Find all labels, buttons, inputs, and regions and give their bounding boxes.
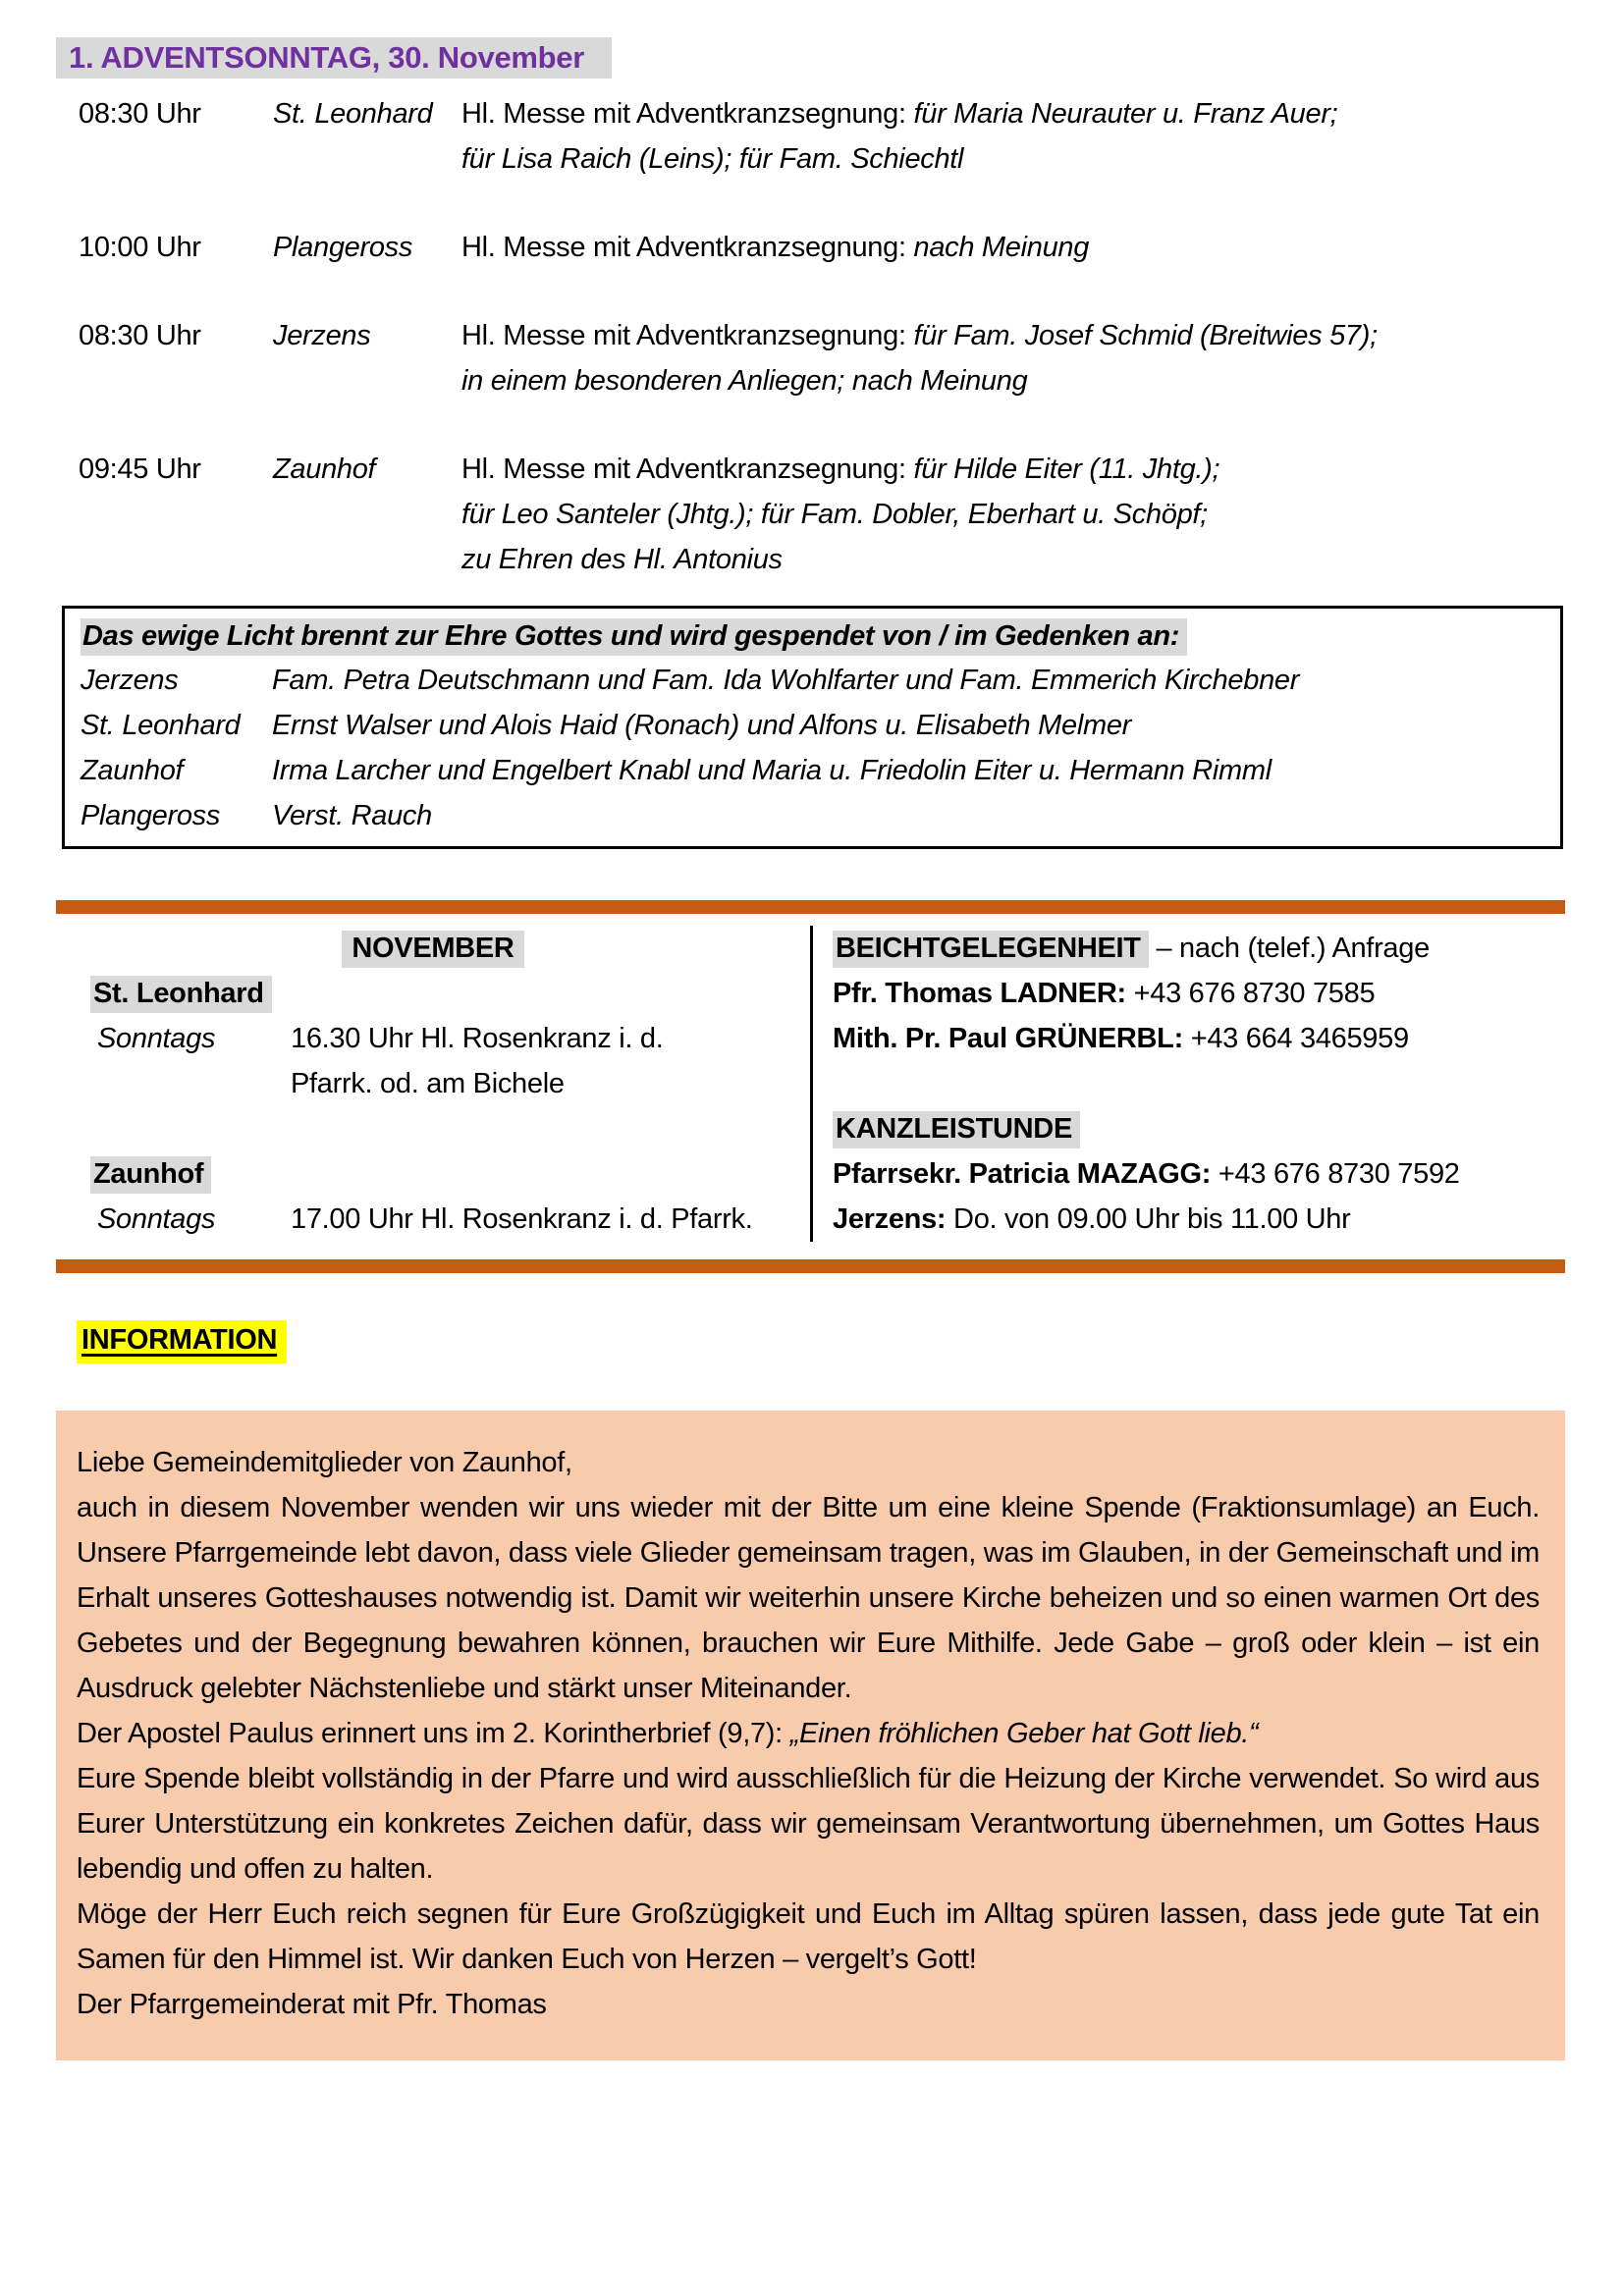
mass-description-line <box>461 447 1565 492</box>
devotion-detail <box>291 1016 810 1106</box>
letter-signature: Der Pfarrgemeinderat mit Pfr. Thomas <box>77 1989 547 2020</box>
mass-place: St. Leonhard <box>273 98 433 130</box>
november-title: NOVEMBER <box>342 931 523 968</box>
eternal-light-place: Plangeross <box>81 800 221 831</box>
advent-sunday-heading: 1. ADVENTSONNTAG, 30. November <box>56 37 612 79</box>
mass-intention: nach Meinung <box>913 232 1090 263</box>
office-hours-title: KANZLEISTUNDE <box>833 1111 1080 1148</box>
eternal-light-title: Das ewige Licht brennt zur Ehre Gottes und wird gespendet von / im Gedenken an: <box>81 618 1187 656</box>
information-label-row <box>56 1316 1565 1363</box>
eternal-light-place: Jerzens <box>81 665 179 696</box>
devotion-time-row <box>56 1016 810 1106</box>
mass-description-line <box>461 225 1565 270</box>
november-devotions-column <box>56 926 810 1242</box>
letter-paragraph: Eure Spende bleibt vollständig in der Pfarre und wird ausschließlich für die Heizung der Kirche verwendet. So wird aus Eurer Unterstützung ein konkretes Zeichen dafür, dass wir gemeinsam Verantwortung übernehmen, um Gottes Haus lebendig und offen zu halten. <box>77 1763 1540 1885</box>
office-hours-title-row <box>833 1106 1565 1151</box>
mass-description <box>461 225 1565 270</box>
spacer <box>56 1106 810 1151</box>
mass-time: 09:45 Uhr <box>79 454 201 485</box>
mass-description-line <box>461 91 1565 136</box>
contact-row <box>833 1151 1565 1197</box>
mass-schedule-row <box>56 91 1565 182</box>
mass-intention: für Hilde Eiter (11. Jhtg.); <box>913 454 1220 485</box>
information-label: INFORMATION <box>77 1320 287 1363</box>
letter-paragraph: auch in diesem November wenden wir uns wieder mit der Bitte um eine kleine Spende (Fraktionsumlage) an Euch. Unsere Pfarrgemeinde lebt davon, dass viele Glieder gemeinsam tragen, was im Glauben, in der Gemeinschaft und im Erhalt unseres Gotteshauses notwendig ist. Damit wir weiterhin unsere Kirche beheizen und so einen warmen Ort des Gebetes und der Begegnung bewahren können, brauchen wir Eure Mithilfe. Jede Gabe – groß oder klein – ist ein Ausdruck gelebter Nächstenliebe und stärkt unser Miteinander. <box>77 1492 1540 1704</box>
spacer <box>833 1061 1565 1106</box>
mass-intention: für Lisa Raich (Leins); für Fam. Schiechtl <box>461 143 964 175</box>
mass-intention: für Leo Santeler (Jhtg.); für Fam. Dobler, Eberhart u. Schöpf; <box>461 499 1208 530</box>
eternal-light-place: St. Leonhard <box>81 710 241 741</box>
contact-row <box>833 1016 1565 1061</box>
mass-service: Hl. Messe mit Adventkranzsegnung: <box>461 98 906 130</box>
advent-sunday-heading-row <box>56 36 1565 81</box>
mass-description <box>461 313 1565 403</box>
devotion-group-row <box>56 1151 810 1197</box>
mass-place: Zaunhof <box>273 454 376 485</box>
november-title-row <box>56 926 810 971</box>
devotion-day: Sonntags <box>97 1023 216 1054</box>
mass-description <box>461 447 1565 582</box>
devotion-detail-line: Pfarrk. od. am Bichele <box>291 1068 565 1099</box>
devotion-detail-line: 17.00 Uhr Hl. Rosenkranz i. d. Pfarrk. <box>291 1203 753 1235</box>
mass-description <box>461 91 1565 182</box>
confession-title-row <box>833 926 1565 971</box>
mass-place: Plangeross <box>273 232 413 263</box>
mass-time: 08:30 Uhr <box>79 98 201 130</box>
confession-note: – nach (telef.) Anfrage <box>1156 933 1430 964</box>
eternal-light-box <box>62 606 1563 849</box>
devotion-detail-line: 16.30 Uhr Hl. Rosenkranz i. d. <box>291 1023 664 1054</box>
mass-intention: für Maria Neurauter u. Franz Auer; <box>913 98 1338 130</box>
contact-label: Jerzens: <box>833 1203 947 1235</box>
contact-label: Pfarrsekr. Patricia MAZAGG: <box>833 1158 1212 1190</box>
eternal-light-row <box>81 748 1548 793</box>
letter-bible-quote: „Einen fröhlichen Geber hat Gott lieb.“ <box>789 1718 1259 1749</box>
confession-title: BEICHTGELEGENHEIT <box>833 931 1149 968</box>
eternal-light-donors: Ernst Walser und Alois Haid (Ronach) und Alfons u. Elisabeth Melmer <box>272 710 1132 741</box>
devotion-group-row <box>56 971 810 1016</box>
divider-bar-top <box>56 900 1565 914</box>
info-columns <box>56 926 1565 1242</box>
mass-schedule-row <box>56 225 1565 270</box>
eternal-light-title-row <box>81 614 1548 658</box>
mass-time: 10:00 Uhr <box>79 232 201 263</box>
mass-description-line <box>461 313 1565 358</box>
divider-bar-bottom <box>56 1259 1565 1273</box>
mass-service: Hl. Messe mit Adventkranzsegnung: <box>461 454 906 485</box>
eternal-light-donors: Verst. Rauch <box>272 800 432 831</box>
contact-label: Mith. Pr. Paul GRÜNERBL: <box>833 1023 1183 1054</box>
letter-salutation: Liebe Gemeindemitglieder von Zaunhof, <box>77 1447 572 1478</box>
letter-paragraph: Möge der Herr Euch reich segnen für Eure Großzügigkeit und Euch im Alltag spüren lassen, dass jede gute Tat ein Samen für den Himmel ist. Wir danken Euch von Herzen – vergelt’s Gott! <box>77 1898 1540 1975</box>
mass-schedule-row <box>56 313 1565 403</box>
devotion-place: Zaunhof <box>90 1156 211 1194</box>
contact-phone: +43 676 8730 7585 <box>1133 978 1376 1009</box>
devotion-time-row <box>56 1197 810 1242</box>
eternal-light-donors: Fam. Petra Deutschmann und Fam. Ida Wohlfarter und Fam. Emmerich Kirchebner <box>272 665 1300 696</box>
eternal-light-row <box>81 703 1548 748</box>
mass-intention: zu Ehren des Hl. Antonius <box>461 544 783 575</box>
mass-schedule-row <box>56 447 1565 582</box>
eternal-light-row <box>81 793 1548 838</box>
information-letter-box <box>56 1411 1565 2060</box>
contacts-column <box>810 926 1565 1242</box>
devotion-place: St. Leonhard <box>90 976 272 1013</box>
mass-service: Hl. Messe mit Adventkranzsegnung: <box>461 320 906 351</box>
letter-paragraph <box>77 1711 1540 1756</box>
office-hours-time: Do. von 09.00 Uhr bis 11.00 Uhr <box>953 1203 1351 1235</box>
devotion-day: Sonntags <box>97 1203 216 1235</box>
mass-intention: in einem besonderen Anliegen; nach Meinung <box>461 365 1028 397</box>
mass-service: Hl. Messe mit Adventkranzsegnung: <box>461 232 906 263</box>
eternal-light-donors: Irma Larcher und Engelbert Knabl und Maria u. Friedolin Eiter u. Hermann Rimml <box>272 755 1272 786</box>
mass-time: 08:30 Uhr <box>79 320 201 351</box>
mass-intention: für Fam. Josef Schmid (Breitwies 57); <box>913 320 1378 351</box>
mass-place: Jerzens <box>273 320 371 351</box>
eternal-light-place: Zaunhof <box>81 755 184 786</box>
contact-label: Pfr. Thomas LADNER: <box>833 978 1126 1009</box>
devotion-detail <box>291 1197 810 1242</box>
contact-row <box>833 971 1565 1016</box>
contact-phone: +43 664 3465959 <box>1190 1023 1409 1054</box>
letter-quote-intro: Der Apostel Paulus erinnert uns im 2. Korintherbrief (9,7): <box>77 1718 790 1749</box>
eternal-light-row <box>81 658 1548 703</box>
mass-schedule <box>56 91 1565 582</box>
contact-row <box>833 1197 1565 1242</box>
contact-phone: +43 676 8730 7592 <box>1218 1158 1460 1190</box>
